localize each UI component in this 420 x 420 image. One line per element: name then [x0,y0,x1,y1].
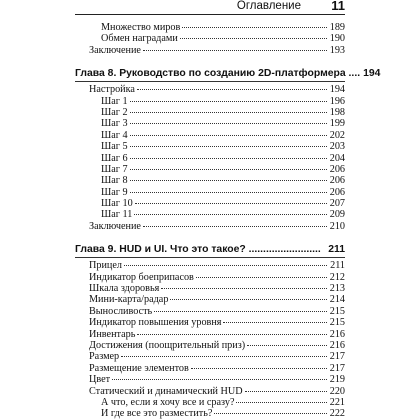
dot-leader [236,402,327,403]
toc-entry[interactable] [75,130,345,141]
toc-entry[interactable] [75,175,345,186]
dot-leader [214,413,327,414]
dot-leader [143,226,327,227]
dot-leader [223,322,327,323]
toc-entry[interactable] [75,317,345,328]
dot-leader [130,192,327,193]
toc-entry[interactable] [75,209,345,220]
dot-leader [134,214,327,215]
toc-entry-title: Размер [89,351,120,363]
toc-entry[interactable] [75,107,345,118]
toc-entry-page: 204 [329,152,345,164]
toc-entry-title: Шаг 10 [101,198,133,210]
dot-leader [135,203,327,204]
toc-entry[interactable] [75,306,345,317]
toc-entry-page: 193 [329,44,345,56]
toc-entry[interactable] [75,96,345,107]
toc-entry[interactable] [75,164,345,175]
dot-leader [161,288,327,289]
toc-entry[interactable] [75,221,345,232]
toc-entry-title: Прицел [89,260,122,272]
toc-entry[interactable] [75,340,345,351]
toc-entry[interactable] [75,386,345,397]
toc-entry[interactable] [75,187,345,198]
toc-entry-title: Шкала здоровья [89,283,160,295]
toc-entry-page: 220 [329,385,345,397]
toc-entry-title: Настройка [89,84,135,96]
toc-entry-page: 206 [329,175,345,187]
toc-entry-page: 207 [329,198,345,210]
dot-leader [137,334,327,335]
chapter-8-title: Глава 8. Руководство по созданию 2D-платформера .... [75,68,361,80]
toc-entry[interactable] [75,363,345,374]
toc-entry-title: Цвет [89,374,111,386]
toc-entry-page: 199 [329,118,345,130]
toc-entry-page: 194 [329,84,345,96]
toc-entry-title: Шаг 2 [101,106,128,118]
toc-entry[interactable] [75,33,345,44]
toc-entry[interactable] [75,118,345,129]
toc-entry-page: 219 [329,374,345,386]
dot-leader [121,356,327,357]
table-of-contents [75,22,381,420]
dot-leader [130,180,327,181]
toc-entry-title: И где все это разместить? [101,408,213,420]
toc-entry[interactable] [75,198,345,209]
toc-entry-title: Обмен наградами [101,33,178,45]
toc-entry-page: 202 [329,129,345,141]
toc-entry-title: Индикатор повышения уровня [89,317,222,329]
toc-entry-page: 189 [329,22,345,33]
dot-leader [130,123,327,124]
dot-leader [130,135,327,136]
chapter-9-entries [75,260,345,419]
dot-leader [130,169,327,170]
toc-entry-title: Шаг 6 [101,152,128,164]
dot-leader [130,158,327,159]
dot-leader [124,265,327,266]
toc-entry-title: Шаг 1 [101,95,128,107]
toc-entry[interactable] [75,397,345,408]
toc-entry-title: Выносливость [89,305,153,317]
toc-entry-title: Статический и динамический HUD [89,385,243,397]
toc-entry-page: 209 [329,209,345,221]
dot-leader [130,146,327,147]
toc-entry[interactable] [75,260,345,271]
dot-leader [196,277,327,278]
toc-entry-title: Заключение [89,44,141,56]
toc-entry-page: 206 [329,186,345,198]
toc-entry-title: Шаг 4 [101,129,128,141]
toc-entry-page: 217 [329,351,345,363]
chapter-9-page: 211 [328,244,345,256]
dot-leader [245,391,327,392]
toc-entry-page: 216 [329,328,345,340]
toc-entry-title: Шаг 3 [101,118,128,130]
toc-entry-title: Шаг 9 [101,186,128,198]
toc-entry-page: 217 [329,362,345,374]
toc-entry-title: Заключение [89,220,141,232]
toc-entry-page: 198 [329,106,345,118]
toc-entry-page: 213 [329,283,345,295]
toc-entry[interactable] [75,329,345,340]
toc-entry-page: 196 [329,95,345,107]
dot-leader [182,27,327,28]
dot-leader [130,101,327,102]
toc-entry[interactable] [75,294,345,305]
chapter-8-page: 194 [363,68,381,80]
toc-entry[interactable] [75,283,345,294]
toc-entry-title: Индикатор боеприпасов [89,271,194,283]
toc-entry-page: 190 [329,33,345,45]
toc-entry-title: Инвентарь [89,328,136,340]
toc-entry-title: Шаг 11 [101,209,133,221]
dot-leader [130,112,327,113]
toc-entry[interactable] [75,153,345,164]
toc-entry-page: 216 [329,339,345,351]
toc-entry-title: Мини-карта/радар [89,294,169,306]
toc-entry-title: Шаг 5 [101,141,128,153]
toc-entry-title: Размещение элементов [89,362,189,374]
page-number: 11 [331,0,345,13]
dot-leader [137,89,327,90]
toc-entry-title: Шаг 7 [101,163,128,175]
toc-entry[interactable] [75,272,345,283]
toc-entry-page: 206 [329,163,345,175]
toc-entry[interactable] [75,22,345,33]
toc-entry-page: 212 [329,271,345,283]
toc-top-group [75,22,345,56]
toc-entry-page: 215 [329,317,345,329]
toc-entry-title: Достижения (поощрительный приз) [89,339,246,351]
chapter-9-heading[interactable] [75,242,345,258]
toc-entry-title: Множество миров [101,22,181,33]
running-header [75,0,345,15]
section-title: Оглавление [236,0,301,12]
dot-leader [112,379,327,380]
toc-entry[interactable] [75,84,345,95]
toc-entry[interactable] [75,374,345,385]
toc-entry-page: 203 [329,141,345,153]
toc-entry-page: 221 [329,396,345,408]
toc-entry[interactable] [75,408,345,419]
dot-leader [170,299,327,300]
toc-entry[interactable] [75,351,345,362]
toc-entry[interactable] [75,141,345,152]
dot-leader [143,50,327,51]
dot-leader [154,311,327,312]
toc-entry[interactable] [75,45,345,56]
toc-entry-page: 214 [329,294,345,306]
toc-entry-page: 222 [329,408,345,420]
toc-entry-title: Шаг 8 [101,175,128,187]
chapter-9-title: Глава 9. HUD и UI. Что это такое? ......................... [75,244,321,256]
dot-leader [180,38,327,39]
toc-entry-title: А что, если я хочу все и сразу? [101,396,235,408]
toc-entry-page: 211 [330,260,345,272]
dot-leader [191,368,327,369]
chapter-8-entries [75,84,345,232]
toc-entry-page: 215 [329,305,345,317]
chapter-8-heading[interactable] [75,66,381,82]
toc-entry-page: 210 [329,220,345,232]
dot-leader [247,345,327,346]
